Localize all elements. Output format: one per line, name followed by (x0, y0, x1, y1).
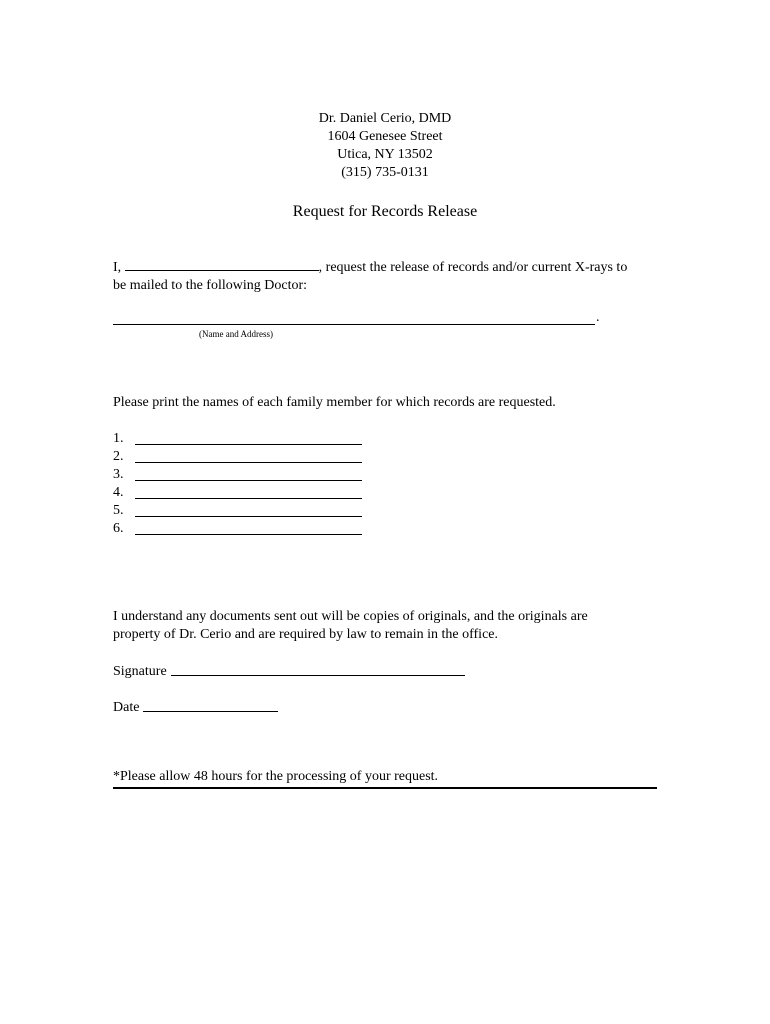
processing-footnote: *Please allow 48 hours for the processing of your request. (113, 768, 657, 789)
doctor-name-address-field[interactable] (113, 310, 595, 325)
acknowledgement-line1: I understand any documents sent out will be copies of originals, and the originals are (113, 609, 588, 624)
family-member-field-1[interactable] (135, 432, 362, 445)
letterhead (0, 110, 770, 182)
date-field[interactable] (143, 698, 278, 712)
request-prefix: I, (113, 260, 125, 275)
list-number: 4. (113, 485, 124, 500)
family-instruction: Please print the names of each family member for which records are requested. (113, 395, 556, 410)
signature-label: Signature (113, 664, 167, 679)
form-title: Request for Records Release (292, 203, 478, 220)
patient-name-field[interactable] (125, 257, 319, 271)
list-number: 2. (113, 449, 124, 464)
request-text-line2: be mailed to the following Doctor: (113, 278, 308, 293)
signature-row (113, 662, 465, 681)
date-row (113, 698, 278, 717)
family-member-field-3[interactable] (135, 468, 362, 481)
request-text-line1: , request the release of records and/or current X-rays to (318, 260, 628, 275)
request-paragraph (113, 257, 663, 295)
family-member-field-4[interactable] (135, 486, 362, 499)
doctor-name: Dr. Daniel Cerio, DMD (318, 111, 452, 126)
street-address: 1604 Genesee Street (327, 129, 443, 144)
acknowledgement-line2: property of Dr. Cerio and are required by law to remain in the office. (113, 627, 498, 642)
family-member-field-5[interactable] (135, 504, 362, 517)
signature-field[interactable] (171, 662, 465, 676)
phone-number: (315) 735-0131 (341, 165, 429, 180)
family-member-field-2[interactable] (135, 450, 362, 463)
doctor-line-period: . (596, 310, 600, 325)
list-number: 3. (113, 467, 124, 482)
list-number: 6. (113, 521, 124, 536)
city-state-zip: Utica, NY 13502 (337, 147, 433, 162)
date-label: Date (113, 700, 140, 715)
list-number: 1. (113, 431, 124, 446)
doctor-field-caption: (Name and Address) (199, 329, 273, 339)
family-member-field-6[interactable] (135, 522, 362, 535)
acknowledgement-paragraph (113, 608, 663, 644)
list-number: 5. (113, 503, 124, 518)
